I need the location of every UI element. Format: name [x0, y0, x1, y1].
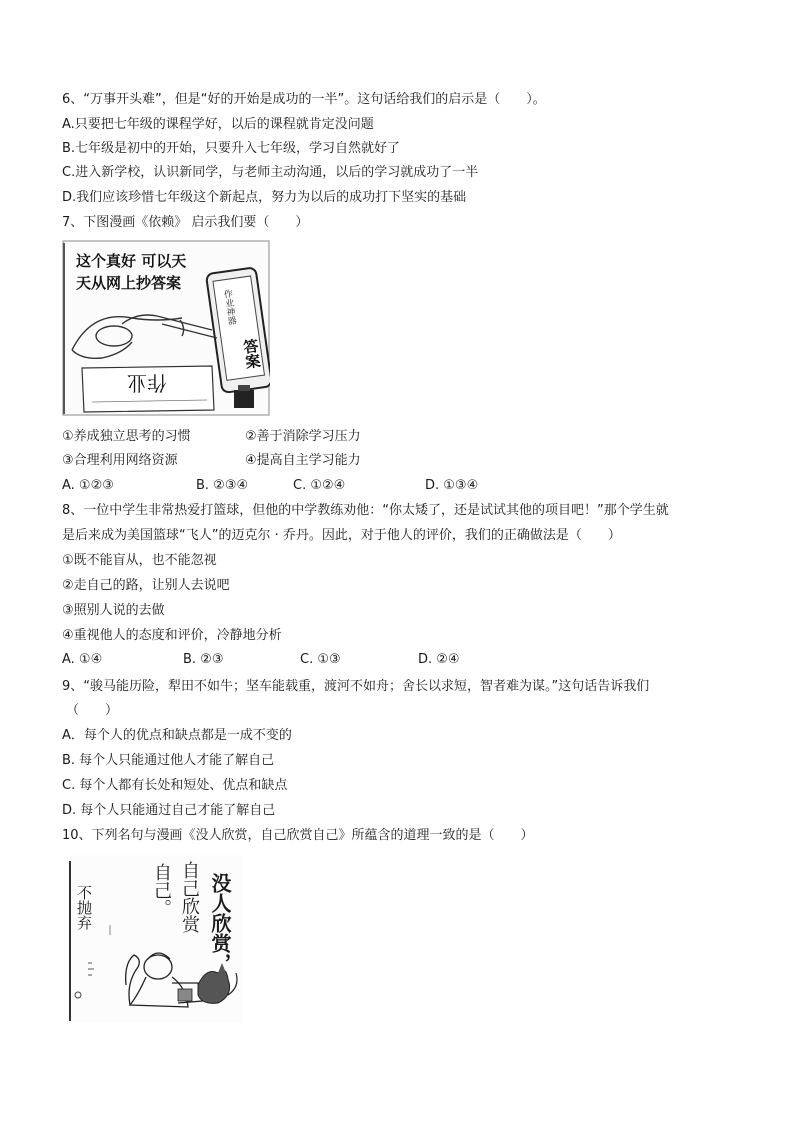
q8-stem-line1: 8、一位中学生非常热爱打篮球，但他的中学教练劝他：“你太矮了，还是试试其他的项目吧！”那个学生就 — [62, 503, 669, 518]
q7-choice-d: D. ①③④ — [425, 478, 479, 493]
q7-choice-b: B. ②③④ — [196, 478, 249, 493]
q9-option-c: C. 每个人都有长处和短处、优点和缺点 — [62, 778, 288, 793]
q10-text-2: 自己欣赏 — [179, 861, 200, 933]
q6-option-c: C.进入新学校，认识新同学，与老师主动沟通，以后的学习就成功了一半 — [62, 165, 479, 180]
q7-item-4: ④提高自主学习能力 — [245, 453, 361, 468]
q7-caption-line1: 这个真好 可以天 — [76, 252, 187, 270]
q7-item-2: ②善于消除学习压力 — [245, 429, 361, 444]
q9-option-a: A．每个人的优点和缺点都是一成不变的 — [62, 728, 292, 743]
q8-item-3: ③照别人说的去做 — [62, 603, 165, 618]
tablet-label: 作业神器 — [221, 288, 237, 326]
q6-option-a: A.只要把七年级的课程学好，以后的课程就肯定没问题 — [62, 117, 374, 132]
q7-item-1: ①养成独立思考的习惯 — [62, 429, 191, 444]
q8-choice-b: B. ②③ — [183, 652, 224, 667]
q8-choices — [0, 651, 794, 669]
q6-option-d: D.我们应该珍惜七年级这个新起点，努力为以后的成功打下坚实的基础 — [62, 190, 467, 205]
q7-item-3: ③合理利用网络资源 — [62, 453, 178, 468]
q7-choice-a: A. ①②③ — [62, 478, 114, 493]
q7-stem: 7、下图漫画《依赖》 启示我们要（ ） — [62, 215, 309, 230]
q9-option-b: B. 每个人只能通过他人才能了解自己 — [62, 753, 275, 768]
q7-items-row1 — [0, 428, 794, 446]
q8-item-4: ④重视他人的态度和评价，冷静地分析 — [62, 628, 282, 643]
q8-item-2: ②走自己的路，让别人去说吧 — [62, 578, 230, 593]
cup-drawing — [178, 989, 192, 1001]
q10-stem: 10、下列名句与漫画《没人欣赏，自己欣赏自己》所蕴含的道理一致的是（ ） — [62, 828, 534, 843]
q9-stem-line2: （ ） — [66, 703, 119, 718]
q6-option-b: B.七年级是初中的开始，只要升入七年级，学习自然就好了 — [62, 141, 401, 156]
q7-choices — [0, 477, 794, 495]
q7-choice-c: C. ①②④ — [293, 478, 346, 493]
q8-choice-d: D. ②④ — [418, 652, 460, 667]
q8-choice-a: A. ①④ — [62, 652, 103, 667]
q10-cartoon — [68, 855, 243, 1023]
q10-text-3: 自己。 — [151, 863, 172, 917]
q8-choice-c: C. ①③ — [300, 652, 341, 667]
tablet-answer: 答案 — [240, 337, 263, 370]
q6-stem: 6、“万事开头难”，但是“好的开始是成功的一半”。这句话给我们的启示是（ ）。 — [62, 92, 546, 107]
q8-stem-line2: 是后来成为美国篮球“飞人”的迈克尔 · 乔丹。因此，对于他人的评价，我们的正确做法是（ ） — [62, 528, 621, 543]
q7-cartoon-drawing — [62, 240, 270, 416]
q10-side-text: 不抛弃 — [75, 885, 93, 930]
q9-option-d: D. 每个人只能通过自己才能了解自己 — [62, 803, 276, 818]
paper-label: 作业 — [127, 371, 167, 395]
q9-stem-line1: 9、“骏马能历险，犁田不如牛；坚车能载重，渡河不如舟；舍长以求短，智者难为谋。”这句话告诉我们 — [62, 679, 650, 694]
homework-paper — [82, 366, 214, 412]
q7-items-row2 — [0, 452, 794, 470]
q7-caption-line2: 天从网上抄答案 — [76, 274, 182, 292]
q10-text-1: 没人欣赏， — [208, 873, 232, 973]
q7-cartoon — [62, 240, 270, 416]
q8-item-1: ①既不能盲从，也不能忽视 — [62, 553, 217, 568]
